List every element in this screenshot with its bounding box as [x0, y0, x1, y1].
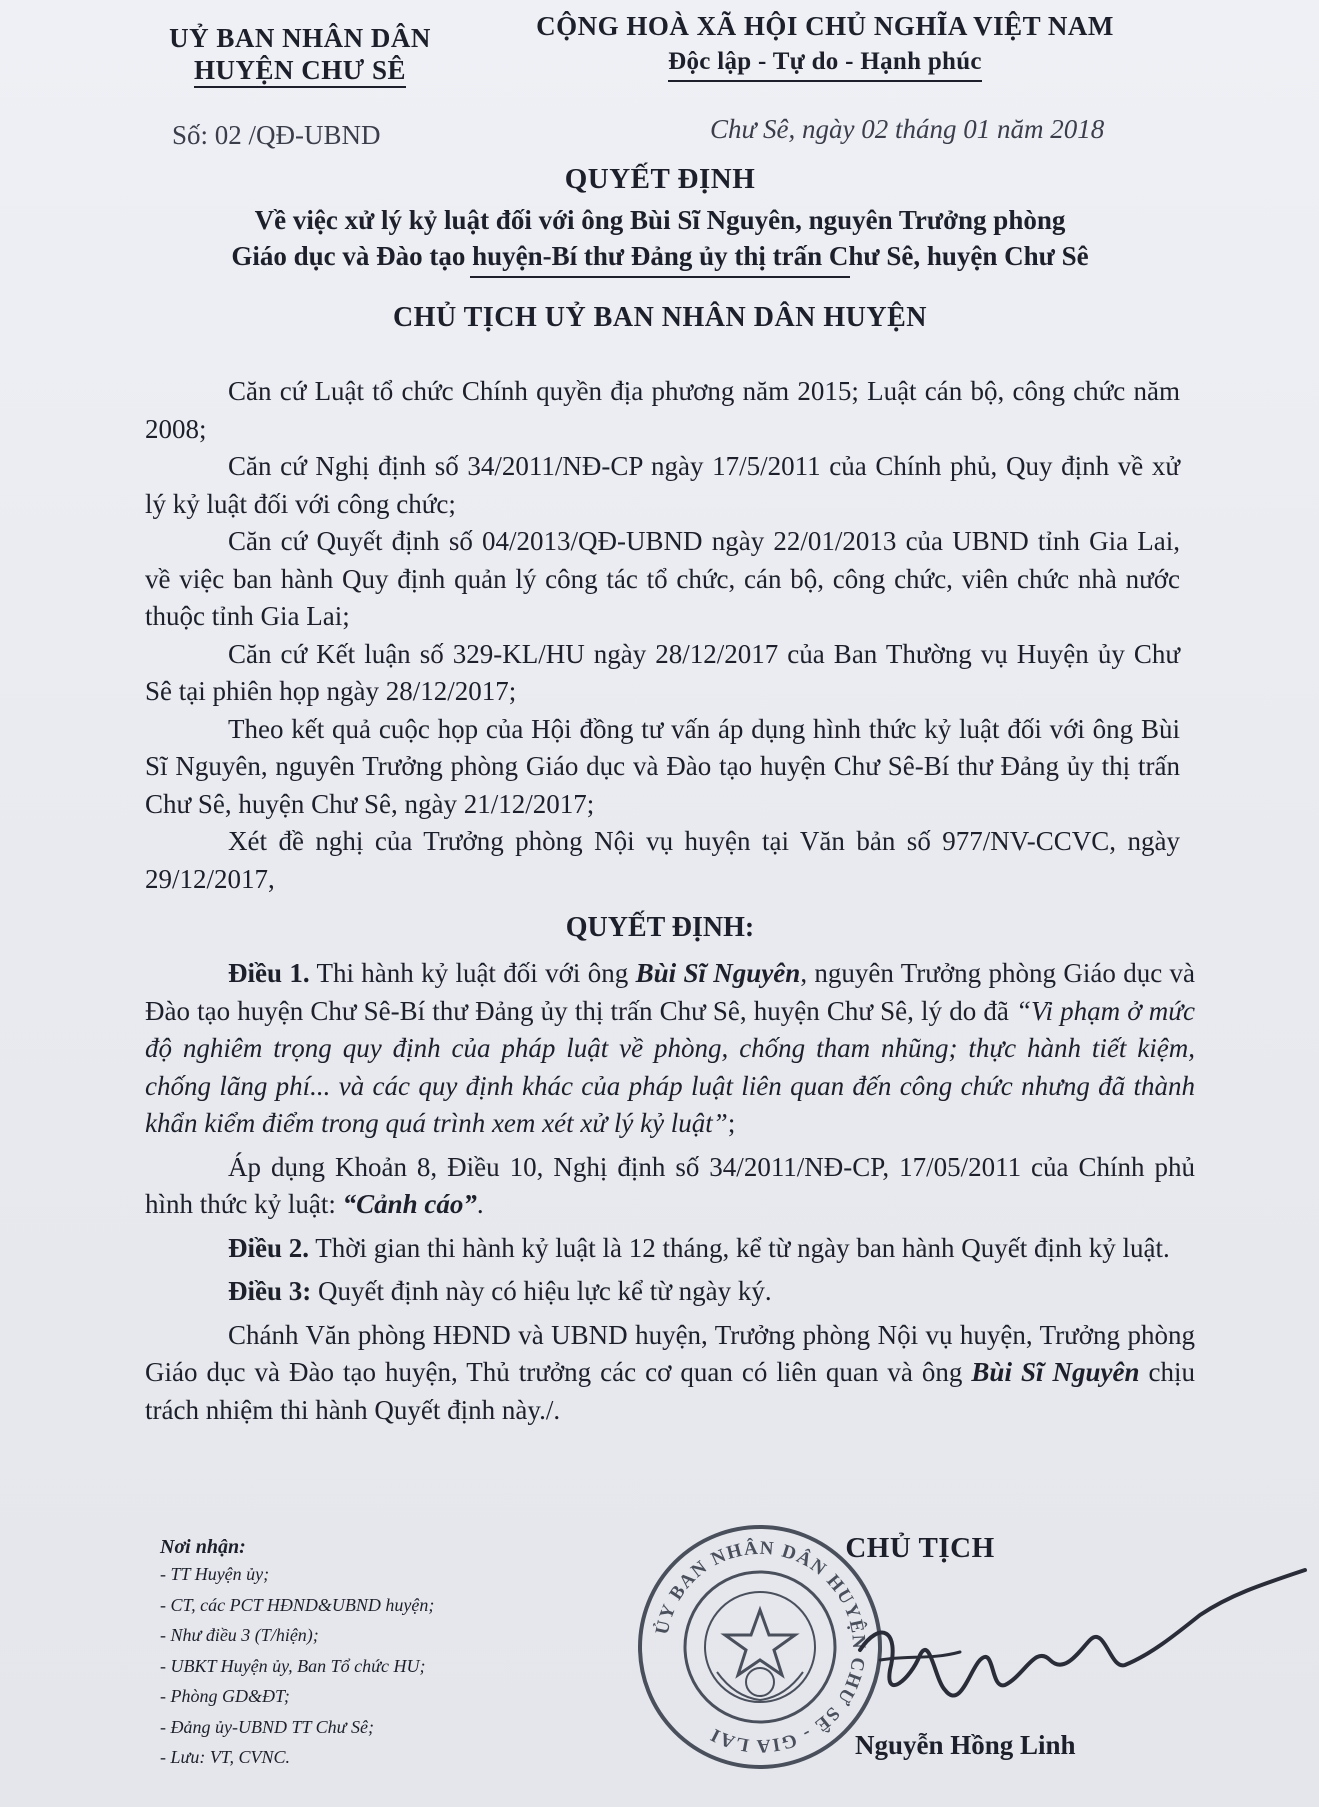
- penalty-type: “Cảnh cáo”: [342, 1189, 477, 1219]
- article-1-penalty: Áp dụng Khoản 8, Điều 10, Nghị định số 34/2011/NĐ-CP, 17/05/2011 của Chính phủ hình thức kỷ luật: “Cảnh cáo”.: [145, 1151, 1195, 1219]
- preamble-item: Theo kết quả cuộc họp của Hội đồng tư vấn áp dụng hình thức kỷ luật đối với ông Bùi Sĩ Nguyên, nguyên Trưởng phòng Giáo dục và Đào tạo huyện Chư Sê-Bí thư Đảng ủy thị trấn Chư Sê, huyện Chư Sê, ngày 21/12/2017;: [145, 713, 1180, 819]
- decision-heading: QUYẾT ĐỊNH:: [565, 912, 755, 943]
- recipient-item: - Đảng ủy-UBND TT Chư Sê;: [160, 1716, 374, 1737]
- articles: [145, 955, 1195, 1429]
- org-line-1: UỶ BAN NHÂN DÂN: [169, 23, 431, 53]
- recipient-item: - CT, các PCT HĐND&UBND huyện;: [160, 1594, 435, 1615]
- article-2-label: Điều 2.: [228, 1232, 309, 1263]
- article-1-label: Điều 1.: [228, 958, 310, 988]
- article-3: Điều 3: Quyết định này có hiệu lực kể từ ngày ký.: [228, 1276, 772, 1306]
- preamble-item: Căn cứ Kết luận số 329-KL/HU ngày 28/12/2017 của Ban Thường vụ Huyện ủy Chư Sê tại phiên họp ngày 28/12/2017;: [145, 638, 1180, 706]
- preamble: [145, 373, 1180, 898]
- article-1: Điều 1. Thi hành kỷ luật đối với ông Bùi Sĩ Nguyên, nguyên Trưởng phòng Giáo dục và Đào tạo huyện Chư Sê-Bí thư Đảng ủy thị trấn Chư Sê, huyện Chư Sê, lý do đã “Vi phạm ở mức độ nghiêm trọng quy định của pháp luật về phòng, chống tham nhũng; thực hành tiết kiệm, chống lãng phí... và các quy định khác của pháp luật liên quan đến công chức nhưng đã thành khẩn kiểm điểm trong quá trình xem xét xử lý kỷ luật”;: [145, 958, 1195, 1138]
- motto: Độc lập - Tự do - Hạnh phúc: [668, 44, 982, 82]
- recipient-item: - Như điều 3 (T/hiện);: [160, 1625, 319, 1645]
- subject-underline: [470, 276, 850, 278]
- person-name: Bùi Sĩ Nguyên: [971, 1357, 1140, 1387]
- recipient-item: - UBKT Huyện ủy, Ban Tổ chức HU;: [160, 1655, 426, 1676]
- recipient-item: - Lưu: VT, CVNC.: [160, 1747, 290, 1767]
- recipient-item: - TT Huyện ủy;: [160, 1564, 270, 1584]
- issuing-authority: CHỦ TỊCH UỶ BAN NHÂN DÂN HUYỆN: [392, 302, 928, 333]
- person-name: Bùi Sĩ Nguyên: [635, 958, 801, 988]
- signer-title: CHỦ TỊCH: [845, 1532, 995, 1564]
- article-3-label: Điều 3:: [228, 1276, 312, 1306]
- signer-name: Nguyễn Hồng Linh: [855, 1730, 1076, 1760]
- recipient-item: - Phòng GD&ĐT;: [160, 1686, 290, 1706]
- national-header: [500, 8, 1150, 83]
- reference-number: Số: 02 /QĐ-UBND: [172, 120, 381, 150]
- stamp-ring-text: ỦY BAN NHÂN DÂN HUYỆN CHƯ SÊ - GIA LAI: [651, 1537, 870, 1757]
- subject-line-1: Về việc xử lý kỷ luật đối với ông Bùi Sĩ Nguyên, nguyên Trưởng phòng: [254, 205, 1066, 235]
- place-and-date: Chư Sê, ngày 02 tháng 01 năm 2018: [710, 114, 1105, 144]
- article-2: Điều 2. Thời gian thi hành kỷ luật là 12 tháng, kể từ ngày ban hành Quyết định kỷ luật.: [228, 1232, 1170, 1263]
- document-type: QUYẾT ĐỊNH: [564, 163, 756, 195]
- preamble-item: Căn cứ Luật tổ chức Chính quyền địa phương năm 2015; Luật cán bộ, công chức năm 2008;: [145, 376, 1180, 444]
- title-block: [100, 163, 1220, 334]
- motto-wrap: [500, 44, 1150, 83]
- country-name: CỘNG HOÀ XÃ HỘI CHỦ NGHĨA VIỆT NAM: [536, 11, 1114, 41]
- recipients-title: Nơi nhận:: [160, 1536, 246, 1558]
- preamble-item: Căn cứ Nghị định số 34/2011/NĐ-CP ngày 17/5/2011 của Chính phủ, Quy định về xử lý kỷ luật đối với công chức;: [145, 451, 1180, 519]
- org-line-2: HUYỆN CHƯ SÊ: [130, 54, 470, 88]
- national-emblem-icon: [705, 1592, 815, 1702]
- recipients-block: [160, 1536, 630, 1773]
- preamble-item: Xét đề nghị của Trưởng phòng Nội vụ huyện tại Văn bản số 977/NV-CCVC, ngày 29/12/2017,: [145, 826, 1180, 894]
- closing-paragraph: Chánh Văn phòng HĐND và UBND huyện, Trưởng phòng Nội vụ huyện, Trưởng phòng Giáo dục và Đào tạo huyện, Thủ trưởng các cơ quan có liên quan và ông Bùi Sĩ Nguyên chịu trách nhiệm thi hành Quyết định này./.: [145, 1319, 1195, 1425]
- subject-line-2: Giáo dục và Đào tạo huyện-Bí thư Đảng ủy thị trấn Chư Sê, huyện Chư Sê: [231, 241, 1089, 271]
- violation-reason: “Vi phạm ở mức độ nghiêm trọng quy định của pháp luật về phòng, chống tham nhũng; thực hành tiết kiệm, chống lãng phí... và các quy định khác của pháp luật liên quan đến công chức nhưng đã thành khẩn kiểm điểm trong quá trình xem xét xử lý kỷ luật”: [145, 995, 1195, 1138]
- preamble-item: Căn cứ Quyết định số 04/2013/QĐ-UBND ngày 22/01/2013 của UBND tỉnh Gia Lai, về việc ban hành Quy định quản lý công tác tổ chức, cán bộ, công chức, viên chức nhà nước thuộc tỉnh Gia Lai;: [145, 526, 1180, 631]
- issuing-organization: [130, 22, 470, 88]
